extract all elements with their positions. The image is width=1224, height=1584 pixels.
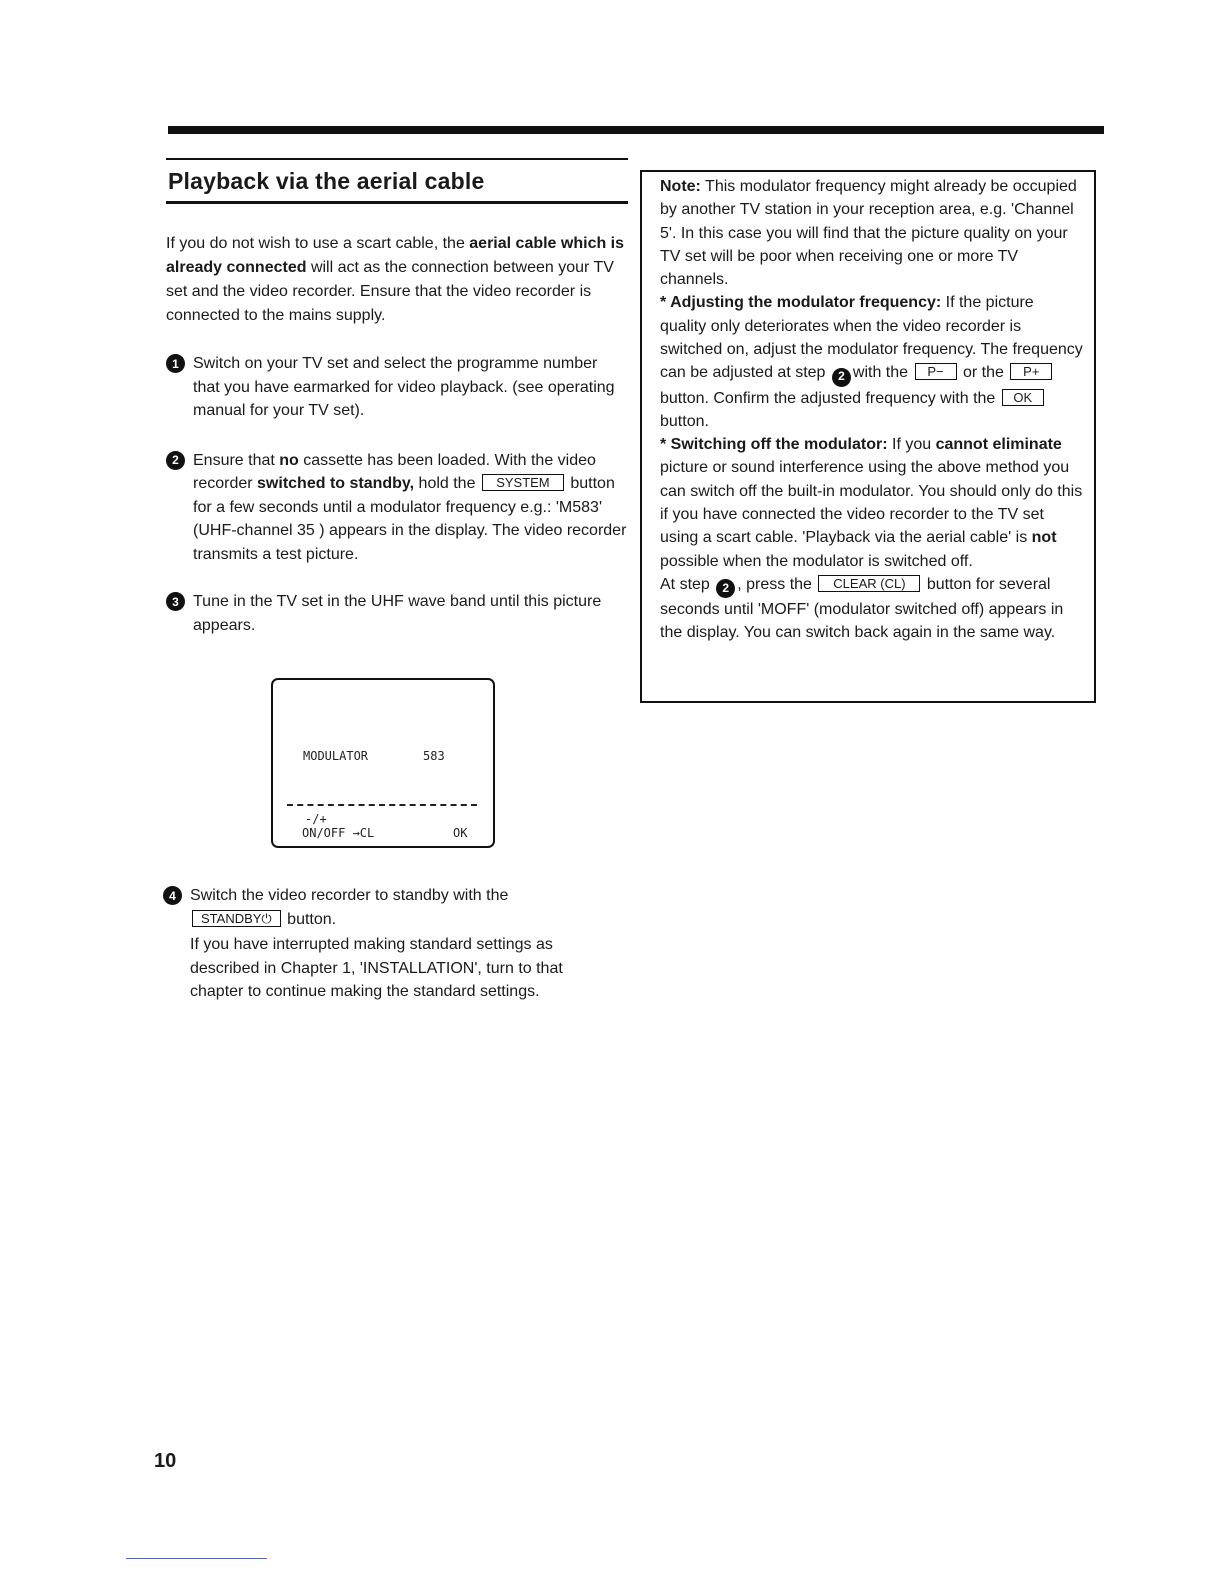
switch-off-bold: not	[1031, 529, 1057, 547]
ok-key: OK	[1002, 389, 1044, 406]
tv-screen-illustration	[271, 678, 495, 848]
step-4-text: Switch the video recorder to standby with the	[190, 887, 509, 904]
adjust-text: If the picture quality only deteriorates when the video recorder is switched on, adjust the modulator frequency. The frequency can be adjusted at step	[660, 294, 1083, 382]
step-number-badge: 3	[166, 592, 185, 611]
clear-key: CLEAR (CL)	[818, 575, 920, 592]
step-2-text: Ensure that	[193, 451, 280, 469]
step-4	[163, 884, 603, 1004]
section-title: Playback via the aerial cable	[168, 168, 485, 194]
system-key: SYSTEM	[482, 474, 564, 491]
note-box	[640, 170, 1096, 703]
tv-frequency-value: 583	[423, 749, 445, 763]
step-2-bold: no	[279, 451, 299, 469]
switch-off-text: possible when the modulator is switched off.	[660, 552, 973, 570]
step-2-text: button for a few seconds until a modulator frequency e.g.: 'M583' (UHF-channel 35 ) appears in the display. The video recorder transmits a test picture.	[193, 475, 627, 563]
step-number-badge: 2	[832, 368, 851, 387]
top-rule	[168, 126, 1104, 134]
step-4-note: If you have interrupted making standard settings as described in Chapter 1, 'INSTALLATION', turn to that chapter to continue making the standard settings.	[190, 936, 563, 1000]
footer-line	[126, 1558, 267, 1559]
adjust-text: button. Confirm the adjusted frequency with the	[660, 389, 1000, 407]
step-number-badge: 4	[163, 886, 182, 905]
switch-off-bold: cannot eliminate	[935, 436, 1062, 454]
tv-modulator-label: MODULATOR	[303, 749, 369, 763]
at-step-text: , press the	[737, 575, 817, 593]
step-1-text: Switch on your TV set and select the programme number that you have earmarked for video playback. (see operating manual for your TV set).	[193, 355, 615, 419]
step-number-badge: 2	[166, 451, 185, 470]
adjust-text: or the	[958, 364, 1009, 382]
step-2	[166, 449, 628, 567]
p-plus-key: P+	[1010, 363, 1052, 380]
intro-text: If you do not wish to use a scart cable, the	[166, 235, 470, 252]
step-3	[166, 590, 628, 637]
adjust-label: * Adjusting the modulator frequency:	[660, 294, 942, 312]
at-step-paragraph	[660, 573, 1084, 645]
page-number: 10	[154, 1450, 177, 1472]
intro-paragraph	[166, 232, 628, 328]
switch-off-paragraph	[660, 433, 1084, 573]
adjust-text: button.	[660, 412, 709, 430]
title-rule-top	[166, 158, 628, 160]
step-2-text: cassette has been loaded. With the video recorder	[193, 451, 596, 492]
note-paragraph	[660, 175, 1084, 291]
step-4-line	[163, 884, 603, 931]
switch-off-text: picture or sound interference using the above method you can switch off the built-in modulator. You should only do this if you have connected the video recorder to the TV set using a scart cable. 'Playback via the aerial cable' is	[660, 459, 1083, 547]
intro-text: will act as the connection between your TV set and the video recorder. Ensure that the video recorder is connected to the mains supply.	[166, 259, 614, 324]
p-minus-key: P−	[915, 363, 957, 380]
at-step-text: button for several seconds until 'MOFF' (modulator switched off) appears in the display. You can switch back again in the same way.	[660, 575, 1064, 642]
adjust-text: with the	[852, 364, 913, 382]
step-3-text: Tune in the TV set in the UHF wave band until this picture appears.	[193, 593, 602, 634]
step-4-continuation	[163, 933, 603, 1004]
switch-off-text: If you	[887, 436, 936, 454]
step-number-badge: 2	[716, 579, 735, 598]
tv-ok: OK	[453, 826, 468, 840]
adjust-paragraph	[660, 291, 1084, 433]
tv-dashed-divider	[287, 804, 477, 806]
tv-plus-minus: -/+	[305, 812, 327, 826]
step-2-bold: switched to standby,	[257, 475, 415, 492]
at-step-text: At step	[660, 575, 715, 593]
tv-on-off: ON/OFF →CL	[302, 826, 375, 840]
step-number-badge: 1	[166, 354, 185, 373]
step-1	[166, 352, 628, 423]
switch-off-label: * Switching off the modulator:	[660, 436, 888, 454]
step-2-text: hold the	[414, 475, 480, 492]
step-4-text: button.	[282, 910, 337, 928]
left-column	[166, 158, 628, 637]
note-label: Note:	[660, 178, 701, 195]
intro-bold: aerial cable which is already connected	[166, 235, 625, 276]
note-text: This modulator frequency might already be occupied by another TV station in your reception area, e.g. 'Channel 5'. In this case you will find that the picture quality on your TV set will be poor when receiving one or more TV channels.	[660, 178, 1077, 289]
standby-key: STANDBY⏻	[192, 910, 281, 927]
title-rule-bottom	[166, 201, 628, 204]
